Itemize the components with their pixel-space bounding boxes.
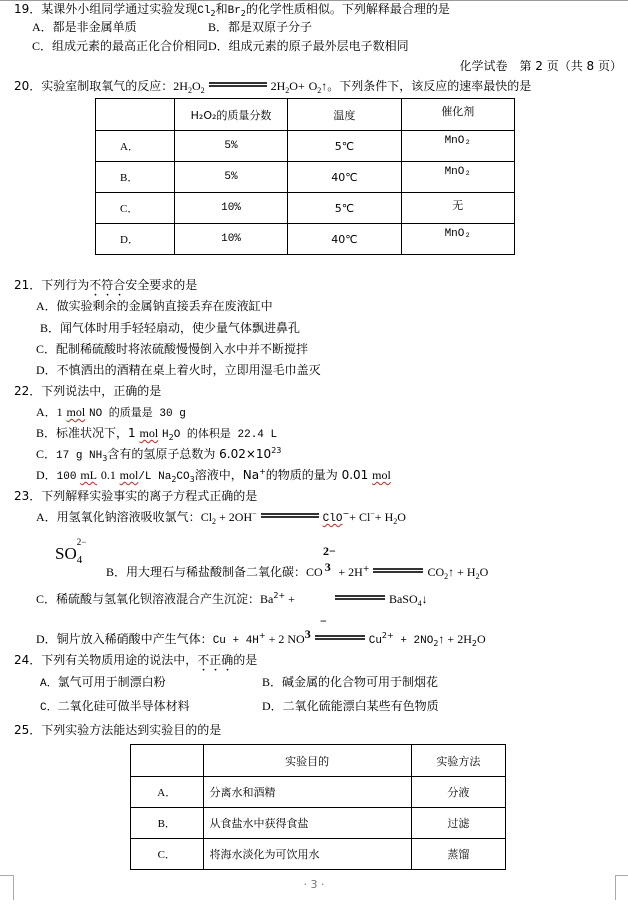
q22-option-c[interactable] xyxy=(36,446,281,464)
q23-option-c[interactable] xyxy=(36,591,428,607)
option-text: 稀硫酸与氢氧化钡溶液混合产生沉淀： xyxy=(56,592,261,606)
table-row xyxy=(96,162,515,193)
option-text: 含有的氢原子总数为 6.02×10 xyxy=(107,447,272,461)
down-arrow-icon: ↓ xyxy=(421,592,428,606)
carbonate-sub: 3 xyxy=(324,560,331,574)
option-text: 不慎洒出的酒精在桌上着火时，立即用湿毛巾盖灭 xyxy=(56,363,321,377)
oxygen: O xyxy=(476,632,486,646)
row-label: C． xyxy=(96,193,175,224)
option-text: 碱金属的化合物可用于制烟花 xyxy=(282,675,439,689)
table-row xyxy=(96,224,515,255)
equals-sign xyxy=(261,513,319,518)
q24-option-d[interactable] xyxy=(262,698,439,714)
equation-lhs: $Cl_2 + 2OH^-$ xyxy=(200,509,257,526)
option-label: B． xyxy=(262,675,283,689)
q21-option-c[interactable] xyxy=(36,341,308,357)
q21-option-b[interactable] xyxy=(40,320,300,336)
emphasis-text: 不符合 xyxy=(89,278,126,292)
cell: MnO₂ xyxy=(401,162,514,193)
formula-sub: 2 xyxy=(168,433,174,442)
cell: 蒸馏 xyxy=(411,839,505,870)
equals-sign xyxy=(315,635,365,640)
product-oxygen: $O_2↑$ xyxy=(308,79,328,95)
formula-sub: 3 xyxy=(102,454,108,463)
cell: 将海水淡化为可饮用水 xyxy=(203,839,411,870)
equals-sign xyxy=(335,595,385,600)
stem-text: 24．下列有关物质用途的说法中， xyxy=(14,653,198,667)
hypochlorite: ClO xyxy=(322,513,343,525)
option-text: 都是双原子分子 xyxy=(228,20,313,34)
equals-sign xyxy=(373,568,423,573)
q22-option-a[interactable] xyxy=(36,404,186,422)
option-text: 用氢氧化钠溶液吸收氯气： xyxy=(56,510,201,524)
option-text: 二氧化硫能漂白某些有色物质 xyxy=(282,699,439,713)
q20-stem-text: 20．实验室制取氧气的反应： xyxy=(14,79,174,93)
option-label: B． xyxy=(36,426,57,440)
cell: 过滤 xyxy=(411,808,505,839)
header-cell xyxy=(131,745,204,777)
option-text: 闻气体时用手轻轻扇动，使少量气体飘进鼻孔 xyxy=(60,321,301,335)
number: 0.1 xyxy=(100,468,116,482)
page-number: · 3 · xyxy=(303,878,325,891)
charge: 2+ xyxy=(273,591,286,600)
equation-rhs: ↑ + 2H xyxy=(438,632,472,646)
cell: 5℃ xyxy=(288,131,401,162)
up-arrow-icon: ↑ xyxy=(321,79,328,93)
cell: 5℃ xyxy=(288,193,401,224)
q22-stem: 22．下列说法中，正确的是 xyxy=(14,384,162,398)
emphasis-text: 不正确 xyxy=(197,653,234,667)
option-label: D． xyxy=(36,468,57,482)
q25-stem: 25．下列实验方法能达到实验目的的是 xyxy=(14,723,222,737)
copper: Cu xyxy=(368,635,382,647)
q19-stem-text: 19．某课外小组同学通过实验发现 xyxy=(14,2,198,16)
cell: 从食盐水中获得食盐 xyxy=(203,808,411,839)
stem-text: 的是 xyxy=(233,653,258,667)
number: 1 xyxy=(56,405,63,419)
table-row xyxy=(131,808,506,839)
option-label: D． xyxy=(208,39,229,53)
no2: + 2NO xyxy=(393,635,434,647)
cell: MnO₂ xyxy=(401,224,514,255)
option-label: B． xyxy=(208,20,229,34)
br2: Br xyxy=(227,5,241,17)
carbonate-charge: 2− xyxy=(323,544,336,558)
option-text: 的物质的量为 0.01 xyxy=(265,468,369,482)
q20-stem-suffix: 。下列条件下，该反应的速率最快的是 xyxy=(327,79,532,93)
unit-ml: mL xyxy=(80,468,97,482)
header-cell: 温度 xyxy=(288,99,401,131)
cell: MnO₂ xyxy=(401,131,514,162)
option-text: 都是非金属单质 xyxy=(52,20,137,34)
option-text: 标准状况下，1 xyxy=(56,426,136,440)
table-row xyxy=(96,131,515,162)
q19-mid: 和 xyxy=(215,2,228,16)
number: 100 xyxy=(56,471,77,483)
option-label: D． xyxy=(36,632,57,646)
unit-mol: mol xyxy=(139,426,159,440)
option-text: NO 的质量是 30 g xyxy=(89,408,186,420)
charge: + xyxy=(259,467,266,476)
option-label: A． xyxy=(32,20,53,34)
q25-table xyxy=(130,744,506,870)
formula: H xyxy=(161,429,169,441)
sulfate-sub: 4 xyxy=(76,554,83,566)
formula: CO xyxy=(176,471,190,483)
option-text: 溶液中，Na xyxy=(194,468,260,482)
header-cell: 实验方法 xyxy=(411,745,505,777)
table-header-row xyxy=(96,99,515,131)
q22-option-d[interactable] xyxy=(36,467,391,485)
cell: 5% xyxy=(174,131,287,162)
cell: 分离水和酒精 xyxy=(203,777,411,808)
equation-rhs: $CO_2↑ + H_2O$ xyxy=(427,565,489,581)
q20-stem xyxy=(14,78,531,94)
header-cell: H₂O₂的质量分数 xyxy=(174,99,287,131)
barium: Ba xyxy=(260,592,274,606)
q21-stem xyxy=(14,277,197,299)
cell: 10% xyxy=(174,224,287,255)
formula-sub: 2 xyxy=(433,639,439,648)
equation-lhs: Cu + 4H xyxy=(212,635,259,647)
sulfate-charge: 2− xyxy=(76,537,87,547)
option-text: 铜片放入稀硝酸中产生气体： xyxy=(56,632,213,646)
option-label: A． xyxy=(36,405,57,419)
option-label: C． xyxy=(32,39,53,53)
table-row xyxy=(131,777,506,808)
q24-stem xyxy=(14,652,257,674)
q21-option-d[interactable] xyxy=(36,362,321,378)
unit-mol: mol xyxy=(372,468,391,482)
q24-option-a[interactable] xyxy=(40,674,166,692)
q23-option-a[interactable] xyxy=(36,509,406,527)
q19-option-d[interactable] xyxy=(208,38,409,54)
crop-mark-right xyxy=(615,875,628,900)
option-label: C． xyxy=(36,447,57,461)
crop-mark-left xyxy=(0,875,14,900)
q21-option-a[interactable] xyxy=(36,298,273,314)
cell: 40℃ xyxy=(288,162,401,193)
option-label: B． xyxy=(106,565,127,579)
q19-option-b[interactable] xyxy=(208,19,312,35)
q23-option-d[interactable] xyxy=(36,627,486,649)
stem-text: 安全要求的是 xyxy=(125,278,198,292)
row-label: A． xyxy=(96,131,175,162)
option-text: O 的体积是 22.4 L xyxy=(173,429,278,441)
unit-mol: mol xyxy=(119,468,139,482)
q20-table xyxy=(95,98,515,255)
cell: 5% xyxy=(174,162,287,193)
row-label: D． xyxy=(96,224,175,255)
option-text: 组成元素的最高正化合价相同 xyxy=(52,39,209,53)
option-text: 用大理石与稀盐酸制备二氧化碳： xyxy=(126,565,307,579)
formula-sub: 2 xyxy=(171,475,177,484)
header-cell: 实验目的 xyxy=(203,745,411,777)
plus: + xyxy=(285,592,295,606)
row-label: B． xyxy=(131,808,204,839)
carbonate: CO xyxy=(306,565,323,579)
option-label: A． xyxy=(36,510,57,524)
option-text: 配制稀硫酸时将浓硫酸慢慢倒入水中并不断搅拌 xyxy=(56,342,309,356)
charge: − xyxy=(342,509,350,518)
nitrate-charge: − xyxy=(320,614,327,628)
unit-mol: mol xyxy=(66,405,86,419)
table-row xyxy=(131,839,506,870)
q22-option-b[interactable] xyxy=(36,425,277,443)
option-text: 做实验剩余的金属钠直接丢弃在废液缸中 xyxy=(56,299,273,313)
header-cell: 催化剂 xyxy=(401,99,514,131)
equation-lhs: + 2H xyxy=(338,565,363,579)
formula: 17 g NH xyxy=(56,450,103,462)
charge: + xyxy=(258,631,266,640)
option-label: D． xyxy=(36,363,57,377)
option-label: D． xyxy=(262,699,283,713)
product-water: $2H_2O+$ xyxy=(270,79,305,95)
option-label: C． xyxy=(40,702,58,714)
cell: 无 xyxy=(401,193,514,224)
q24-option-c[interactable] xyxy=(40,698,190,716)
q19-stem xyxy=(14,1,450,19)
formula-sub: 2 xyxy=(471,639,477,648)
option-label: A． xyxy=(36,299,57,313)
br2-sub: 2 xyxy=(240,9,246,18)
option-text: 氯气可用于制漂白粉 xyxy=(57,675,166,689)
formula: /L Na xyxy=(138,471,172,483)
reactant: $2H_2O_2$ xyxy=(173,79,205,95)
option-text: 组成元素的原子最外层电子数相同 xyxy=(228,39,409,53)
option-label: C． xyxy=(36,342,57,356)
row-label: A． xyxy=(131,777,204,808)
charge: 2+ xyxy=(381,631,394,640)
formula-sub: 3 xyxy=(189,475,195,484)
equation-rhs: BaSO$_4$↓ xyxy=(388,592,428,608)
q19-option-a[interactable] xyxy=(32,19,137,35)
q23-stem: 23．下列解释实验事实的离子方程式正确的是 xyxy=(14,489,258,503)
option-label: B． xyxy=(40,321,61,335)
nitrate-sub: 3 xyxy=(304,627,311,641)
charge: + xyxy=(362,564,370,573)
q23-option-b[interactable] xyxy=(106,560,489,581)
option-text: 二氧化硅可做半导体材料 xyxy=(57,699,190,713)
exponent: 23 xyxy=(271,446,282,455)
cell: 分液 xyxy=(411,777,505,808)
cl2-sub: 2 xyxy=(210,9,216,18)
q19-option-c[interactable] xyxy=(32,38,208,54)
q24-option-b[interactable] xyxy=(262,674,438,690)
nitrate: + 2 NO xyxy=(265,632,305,646)
q19-stem-suffix: 的化学性质相似。下列解释最合理的是 xyxy=(245,2,450,16)
cl2: Cl xyxy=(197,5,211,17)
equals-sign xyxy=(209,82,267,87)
page-header: 化学试卷 第 2 页（共 8 页） xyxy=(459,59,622,73)
row-label: B． xyxy=(96,162,175,193)
row-label: C． xyxy=(131,839,204,870)
sulfate-formula: SO 2− $_4$ xyxy=(55,546,82,564)
cell: 40℃ xyxy=(288,224,401,255)
table-header-row xyxy=(131,745,506,777)
table-row xyxy=(96,193,515,224)
equation-rhs: + $Cl^-+ H_2O$ xyxy=(349,509,406,526)
option-label: C． xyxy=(36,592,57,606)
option-label: A． xyxy=(40,678,58,690)
cell: 10% xyxy=(174,193,287,224)
header-cell xyxy=(96,99,175,131)
stem-text: 21．下列行为 xyxy=(14,278,90,292)
